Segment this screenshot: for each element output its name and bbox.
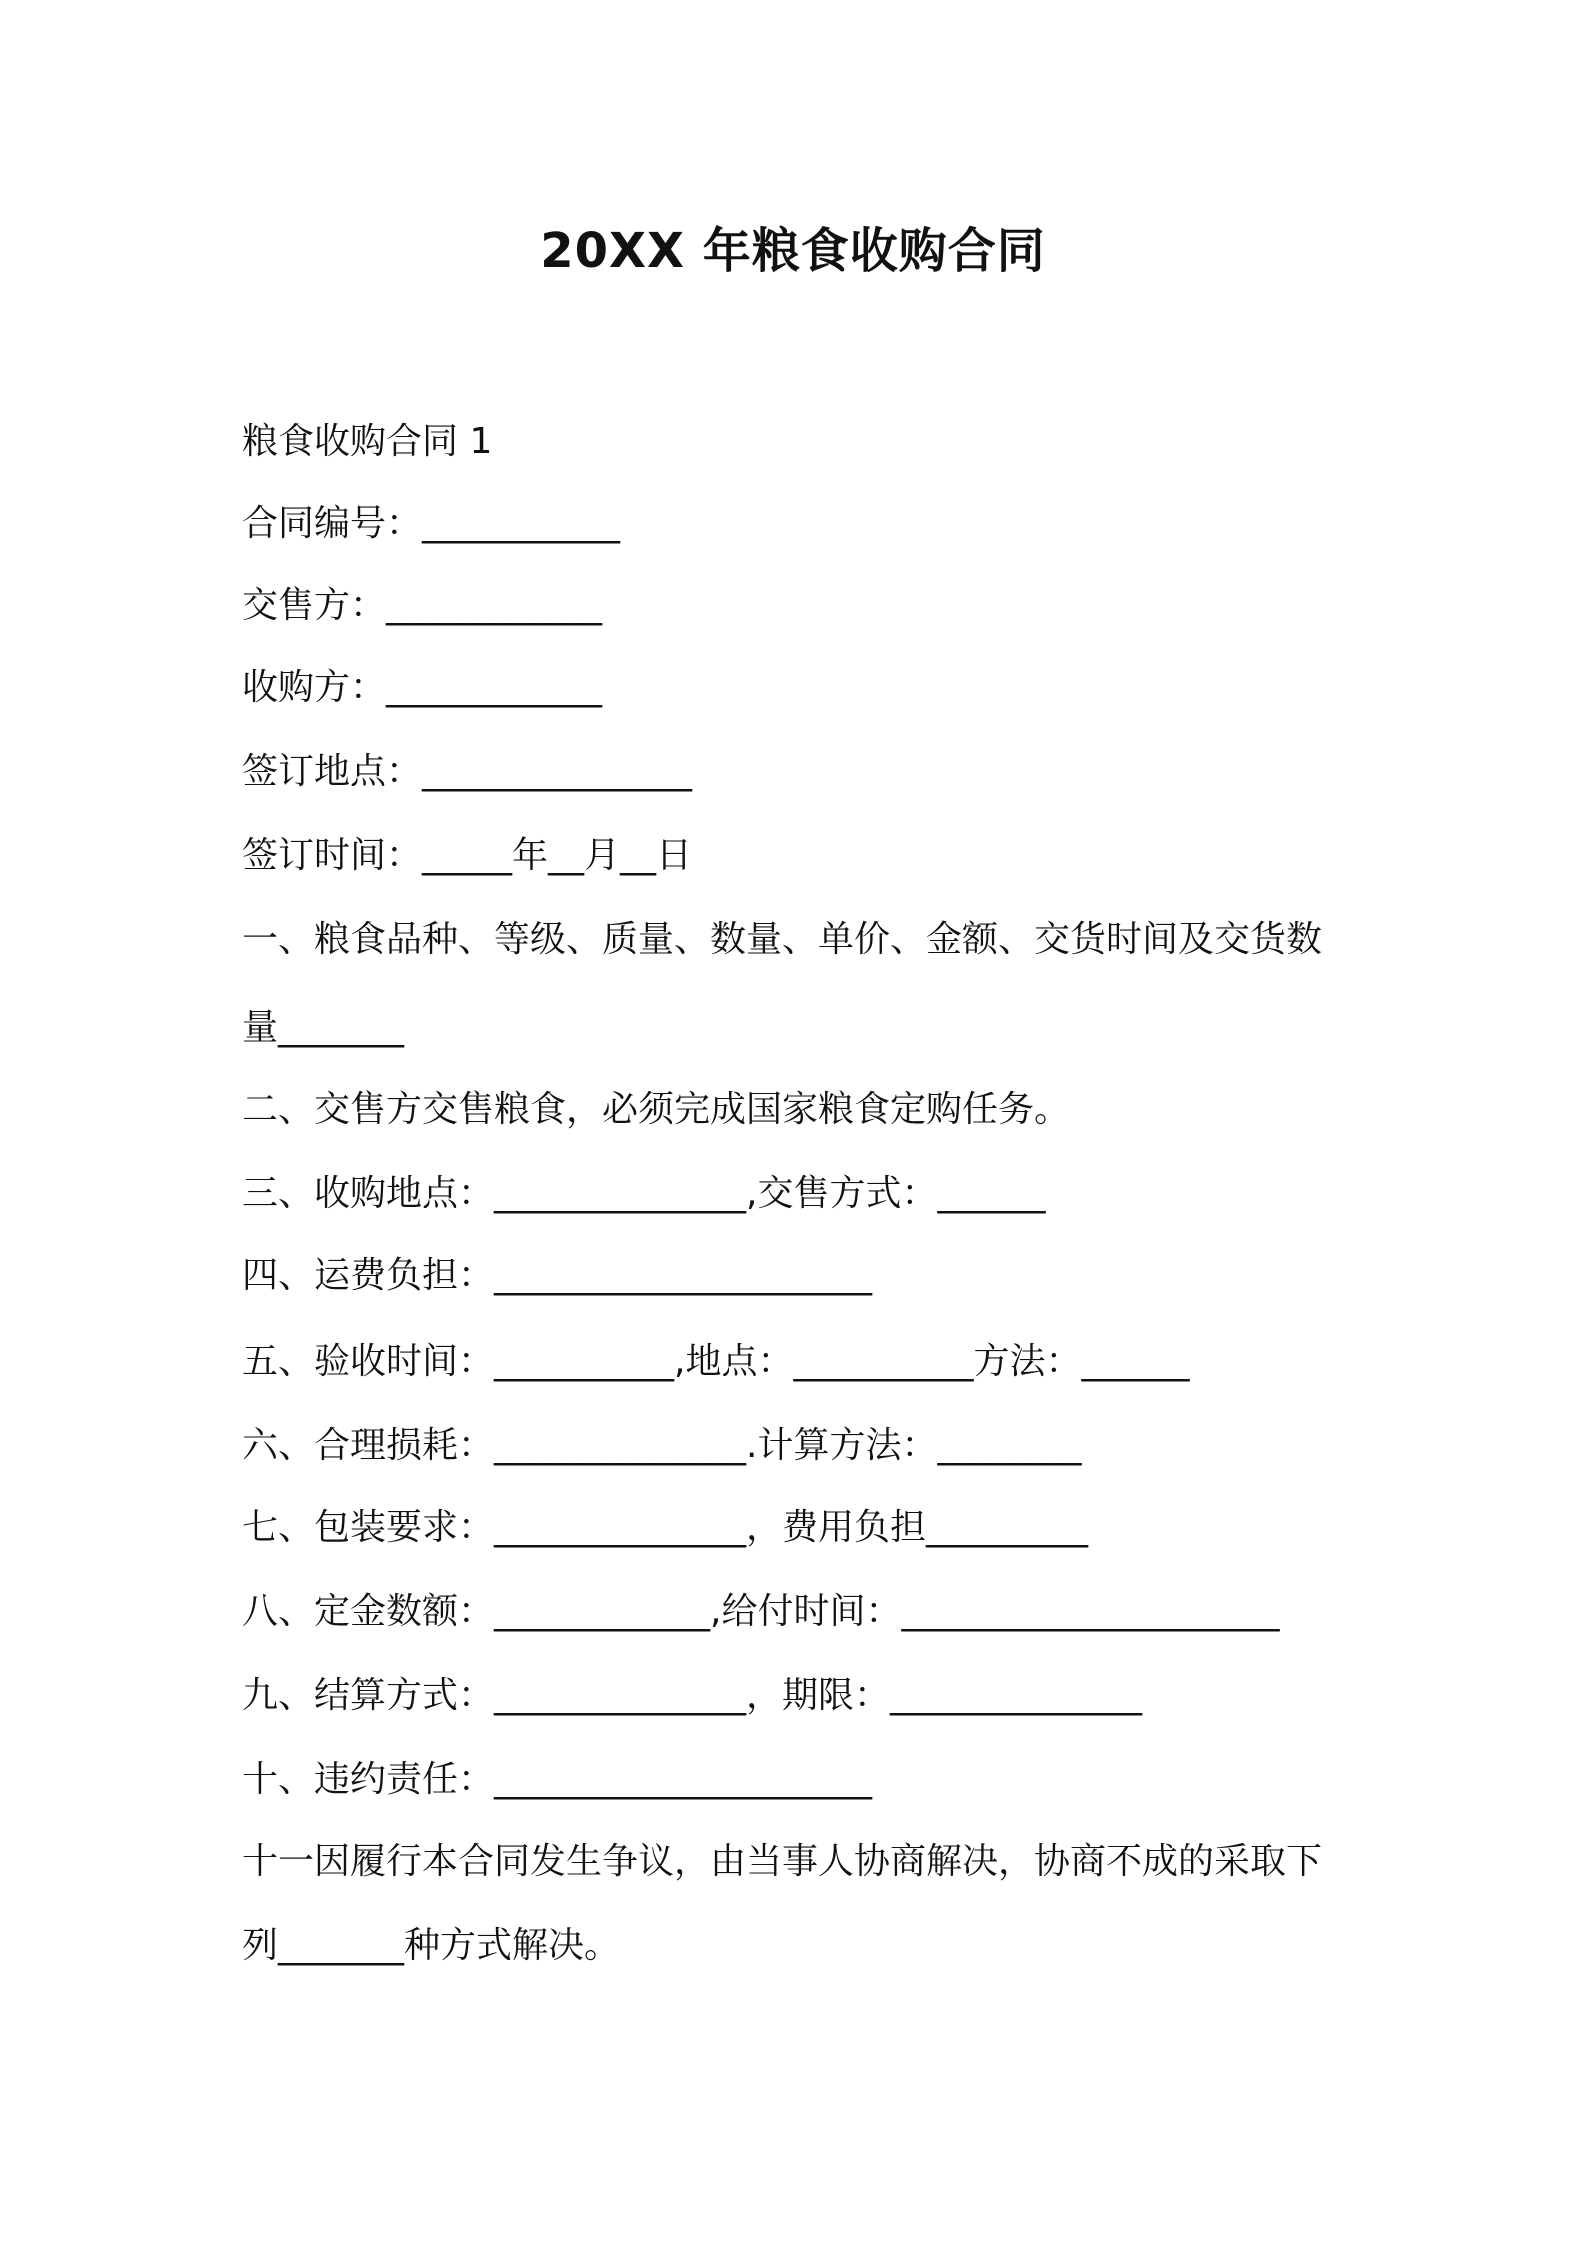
clause-10: 十、违约责任：_____________________ (242, 1759, 873, 1800)
clause-11-line-2: 列_______种方式解决。 (242, 1925, 621, 1966)
clause-3: 三、收购地点：______________,交售方式：______ (242, 1173, 1046, 1214)
clause-5: 五、验收时间：__________,地点：__________方法：______ (242, 1341, 1190, 1382)
field-buyer: 收购方：____________ (242, 667, 603, 708)
clause-9: 九、结算方式：______________，期限：______________ (242, 1675, 1143, 1716)
field-signing-place: 签订地点：_______________ (242, 751, 693, 792)
field-seller: 交售方：____________ (242, 585, 603, 626)
clause-11-line-1: 十一因履行本合同发生争议，由当事人协商解决，协商不成的采取下 (242, 1841, 1323, 1882)
clause-4: 四、运费负担：_____________________ (242, 1255, 873, 1296)
clause-6: 六、合理损耗：______________.计算方法：________ (242, 1425, 1082, 1466)
clause-7: 七、包装要求：______________，费用负担_________ (242, 1507, 1089, 1548)
field-contract-number: 合同编号：___________ (242, 503, 621, 544)
clause-1-line-1: 一、粮食品种、等级、质量、数量、单价、金额、交货时间及交货数 (242, 919, 1323, 960)
clause-8: 八、定金数额：____________,给付时间：_____________________ (242, 1591, 1280, 1632)
clause-1-line-2: 量_______ (242, 1007, 405, 1048)
document-title: 20XX 年粮食收购合同 (540, 223, 1046, 279)
clause-2: 二、交售方交售粮食，必须完成国家粮食定购任务。 (242, 1089, 1071, 1130)
contract-subtitle: 粮食收购合同 1 (242, 421, 493, 462)
field-signing-time: 签订时间：_____年__月__日 (242, 835, 693, 876)
